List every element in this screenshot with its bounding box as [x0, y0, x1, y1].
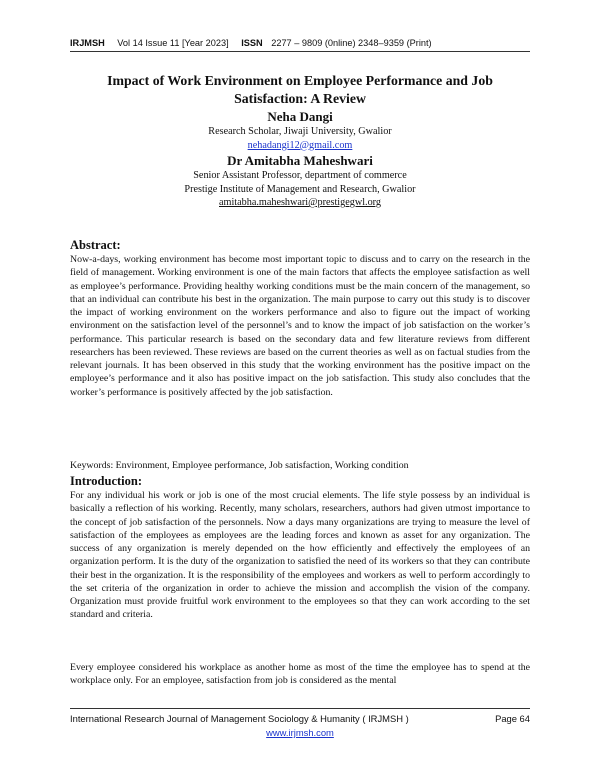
website-link[interactable]: www.irjmsh.com — [266, 727, 334, 738]
journal-abbr: IRJMSH — [70, 38, 105, 48]
title-block — [70, 72, 530, 210]
introduction-paragraph: Every employee considered his workplace as another home as most of the time the employee has to spend at the workplace only. For an employee, satisfaction from job is considered as the mental — [70, 662, 530, 687]
author-affiliation: Prestige Institute of Management and Research, Gwalior — [184, 183, 416, 195]
author-email-link[interactable]: nehadangi12@gmail.com — [247, 139, 353, 151]
author-affiliation: Research Scholar, Jiwaji University, Gwalior — [208, 126, 392, 137]
keywords: Keywords: Environment, Employee performance, Job satisfaction, Working condition — [70, 460, 409, 471]
abstract-heading: Abstract: — [70, 238, 121, 252]
introduction-paragraph: For any individual his work or job is one of the most crucial elements. The life style possess by an individual is basically a reflection of his working. Recently, many scholars, researchers, authors had given utmost importance to the concept of job satisfaction of the personnels. Now a days many organizations are trying to measure the level of satisfaction of the employees as employees are the leading forces and known as asset for any organization. The success of any organization is merely depended on the how efficiently and effectively the employees of an organization perform. It is the duty of the organization to satisfied the need of its workers so that they can contribute their best in the organization. It is the responsibility of the employees and workers as well to perform accordingly to the set criteria of the organization in order to achieve the mission and accomplish the vision of the company. Organization must provide fruitful work environment to the employees so that they can work according to the set standard and criteria. — [70, 490, 530, 621]
issn-label: ISSN — [241, 38, 263, 48]
author-name: Neha Dangi — [267, 109, 333, 124]
author-email-link[interactable]: amitabha.maheshwari@prestigegwl.org — [219, 197, 381, 208]
author-name: Dr Amitabha Maheshwari — [227, 153, 373, 168]
header-divider — [70, 51, 530, 52]
running-header — [70, 38, 530, 48]
paper-title: Impact of Work Environment on Employee Performance and Job Satisfaction: A Review — [107, 73, 493, 106]
author-affiliation: Senior Assistant Professor, department of commerce — [193, 170, 407, 181]
footer-journal-name: International Research Journal of Management Sociology & Humanity ( IRJMSH ) — [70, 713, 409, 724]
page-number: Page 64 — [495, 713, 530, 724]
volume-issue: Vol 14 Issue 11 [Year 2023] — [117, 38, 229, 48]
issn-value: 2277 – 9809 (0nline) 2348–9359 (Print) — [271, 38, 432, 48]
abstract-text: Now-a-days, working environment has become most important topic to discuss and to carry on the research in the field of management. Working environment is one of the main factors that affects the employee satisfaction as well as employee’s performance. Providing healthy working conditions must be the main concern of the management, so that an individual can contribute his best in the organization. The main purpose to carry out this study is to discover the impact of working environment on the workers performance and also to figure out the impact of working environment on the satisfaction level of the personnel’s and to know the impact of job satisfaction on the worker’s performance. This particular research is based on the secondary data and few literature reviews from different researchers has been reviewed. These reviews are based on the current theories as well as on factual studies from the relevant journals. It has been observed in this study that the working environment has the positive impact on the employee’s performance and it also has positive impact on the job satisfaction. This study also concludes that the worker’s performance is positively affected by the job satisfaction. — [70, 254, 530, 398]
introduction-heading: Introduction: — [70, 474, 143, 488]
footer-divider — [70, 708, 530, 709]
